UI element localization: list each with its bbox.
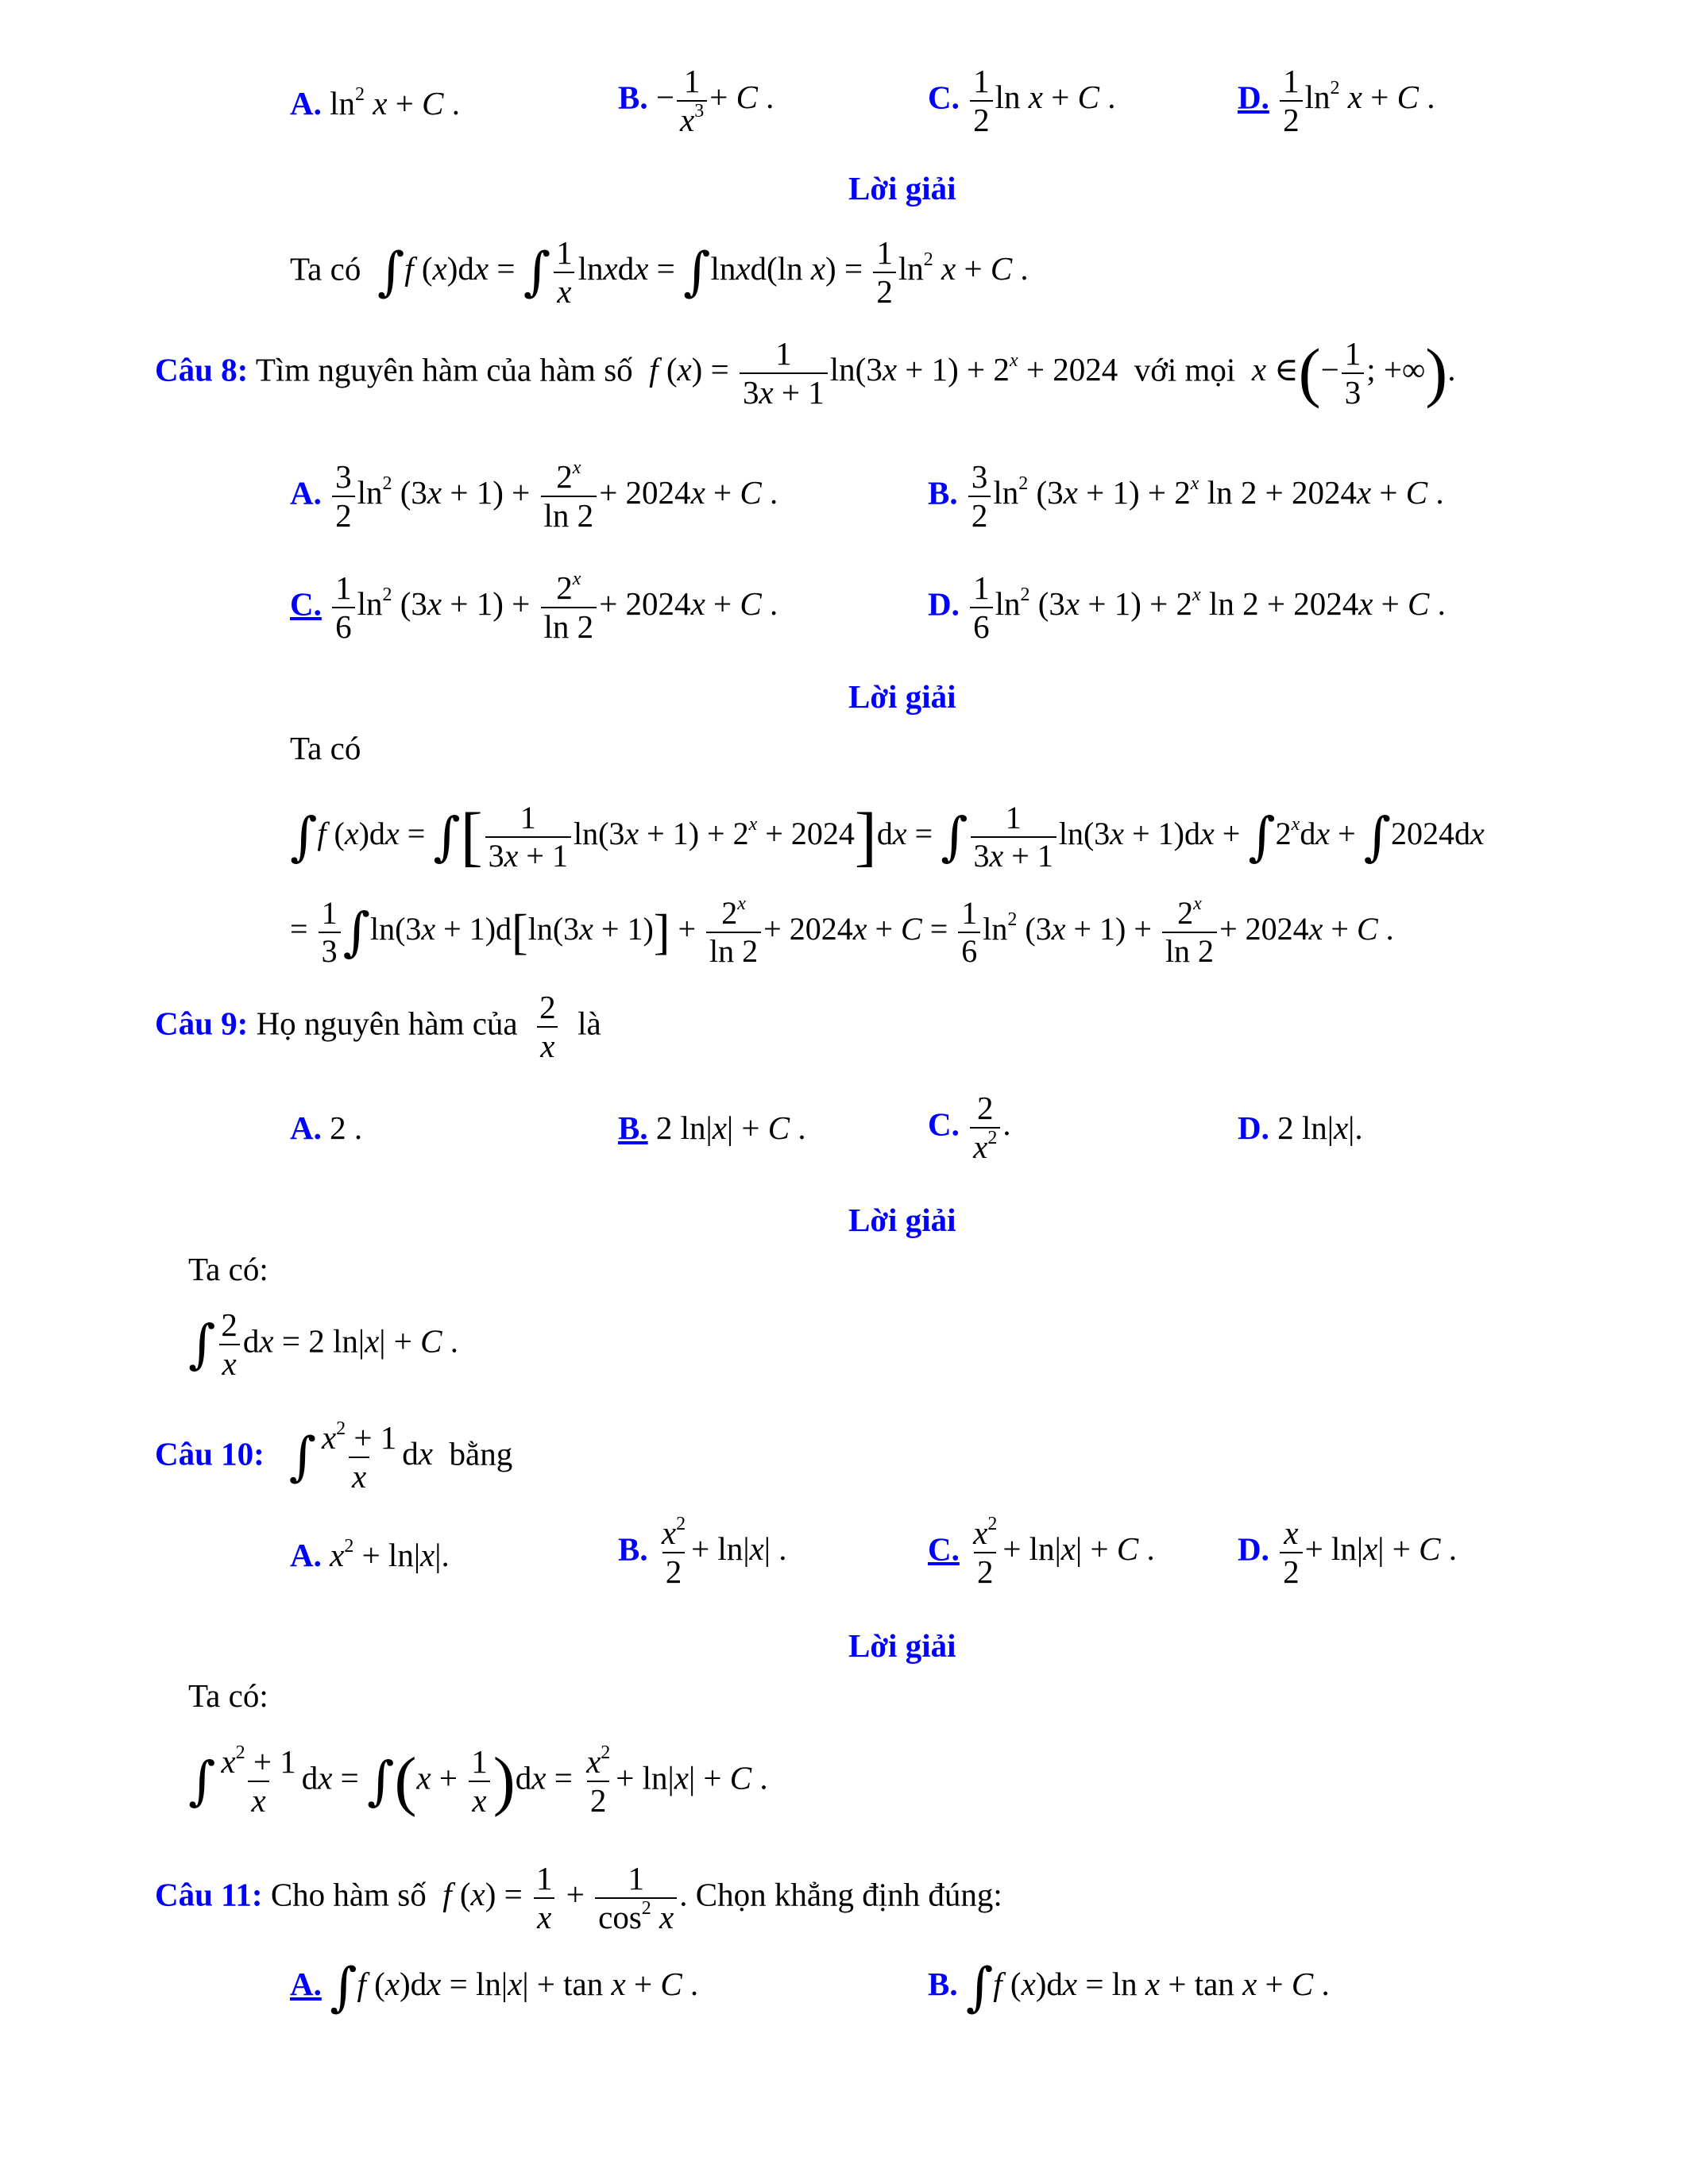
q9-solution-title: Lời giải [848, 1202, 956, 1238]
q8-solution-prefix: Ta có [290, 730, 361, 766]
q9-solution-prefix: Ta có: [188, 1251, 268, 1287]
option-formula: $\frac{x}{2}$ + ln|x| + C . [1277, 1530, 1457, 1567]
q10-solution-formula: ∫ $\frac{x^2 + 1}{x}$ dx = ∫(x + $\frac{1}{x}$ )dx = $\frac{x^2}{2}$ + ln|x| + C . [188, 1742, 768, 1819]
q8-option-c[interactable] [290, 569, 778, 645]
option-label: D. [1238, 1109, 1269, 1146]
option-label: A. [290, 1537, 322, 1573]
q10-option-c[interactable] [928, 1514, 1155, 1590]
q9-solution-formula: ∫ $\frac{2}{x}$ dx = 2 ln|x| + C . [188, 1306, 458, 1382]
option-label: B. [618, 1530, 648, 1568]
q10-option-b[interactable] [618, 1514, 787, 1590]
solution-prefix: Ta có [290, 250, 361, 287]
option-label: C. [928, 1106, 960, 1143]
option-label: C. [928, 79, 960, 116]
option-formula: ∫f (x)dx = ln x + tan x + C . [965, 1956, 1330, 2018]
q9-option-b[interactable] [618, 1109, 806, 1146]
q8-stem [155, 335, 1456, 411]
option-formula: $\frac{1}{6}$ $\ln^2 (3x + 1)$ + $\frac{2^x}{\ln 2}$ + 2024x + C . [330, 585, 778, 622]
q7-option-a[interactable] [290, 84, 460, 122]
option-label: C. [928, 1530, 960, 1568]
q8-option-d[interactable] [928, 569, 1446, 645]
q10-stem [155, 1418, 513, 1495]
q10-solution-title: Lời giải [848, 1627, 956, 1664]
option-formula: $\frac{x^2}{2}$ + ln|x| . [661, 1514, 787, 1590]
q9-option-d[interactable] [1238, 1109, 1363, 1146]
q11-option-a[interactable] [290, 1956, 699, 2018]
solution-formula: ∫f (x)dx = ∫ $\frac{1}{x}$ lnxdx = ∫lnxd(ln x) = $\frac{1}{2}$ $\ln^2 x + C$ . [377, 234, 1029, 310]
option-formula: ∫f (x)dx = ln|x| + tan x + C . [330, 1956, 699, 2018]
question-domain: x ∈(− $\frac{1}{3}$ ; +∞). [1251, 335, 1456, 411]
question-label: Câu 10: [155, 1435, 265, 1472]
question-formula: ∫ $\frac{x^2 + 1}{x}$ dx [288, 1418, 433, 1495]
question-label: Câu 9: [155, 1005, 249, 1042]
q7-option-d[interactable] [1238, 65, 1435, 137]
option-formula: $\frac{1}{6}$ $\ln^2 (3x + 1) + 2^x$ ln 2 + 2024x + C . [968, 585, 1446, 622]
question-text: Cho hàm số [270, 1876, 427, 1913]
option-label: A. [290, 1109, 322, 1146]
option-formula: $\frac{1}{2}$ $\ln^2 x + C$ . [1277, 79, 1435, 115]
q9-option-a[interactable] [290, 1109, 363, 1146]
question-text-2: là [577, 1005, 601, 1042]
q8-option-a[interactable] [290, 457, 778, 534]
q9-option-c[interactable] [928, 1092, 1011, 1163]
q7-option-b[interactable] [618, 65, 774, 137]
option-formula: $\ln^2 x + C$ . [330, 84, 460, 122]
option-label: C. [290, 585, 322, 623]
q8-solution-line-2: = $\frac{1}{3}$ ∫ln(3x + 1)d[ln(3x + 1)] + $\frac{2^x}{\ln 2}$ + 2024x + C = $\frac{1}{6}$ $\ln^2 (3x + 1)$ + $\frac{2^x}{\ln 2}$ + 2024x + C . [290, 893, 1394, 969]
question-text: Tìm nguyên hàm của hàm số [255, 351, 633, 388]
option-formula: $\frac{3}{2}$ $\ln^2 (3x + 1) + 2^x$ ln 2 + 2024x + C . [966, 474, 1444, 511]
q7-solution [290, 234, 1029, 310]
question-text: Họ nguyên hàm của [256, 1005, 518, 1042]
question-text-2: bằng [449, 1435, 513, 1472]
q7-option-c[interactable] [928, 65, 1115, 137]
option-formula: $\frac{x^2}{2}$ + ln|x| + C . [973, 1514, 1155, 1590]
option-label: D. [1238, 1530, 1269, 1568]
option-label: D. [1238, 79, 1269, 116]
option-label: B. [618, 79, 648, 116]
option-formula: 2 ln|x| + C . [655, 1109, 806, 1146]
option-label: D. [928, 585, 960, 623]
q8-solution-line-1: ∫f (x)dx = ∫[ $\frac{1}{3x + 1}$ $\ln(3x + 1) + 2^x + 2024]dx$ = ∫ $\frac{1}{3x + 1}$ $\ln(3x + 1)dx + \int 2^xdx + \int 2024dx$ [290, 800, 1485, 874]
option-formula: − $\frac{1}{x^3}$ + C . [655, 63, 774, 138]
option-label: B. [928, 1966, 958, 2002]
q8-solution-title: Lời giải [848, 678, 956, 715]
question-text-2: với mọi [1134, 351, 1236, 388]
option-formula: 2 . [330, 1109, 363, 1146]
q9-stem [155, 991, 601, 1063]
question-formula: f (x) = $\frac{1}{x}$ + $\frac{1}{\cos^2 x}$ [435, 1876, 679, 1912]
q10-option-d[interactable] [1238, 1517, 1457, 1588]
option-label: A. [290, 85, 322, 122]
question-formula: f (x) = $\frac{1}{3x + 1}$ $\ln(3x + 1) + 2^x + 2024$ [649, 335, 1126, 411]
q10-solution-prefix: Ta có: [188, 1677, 268, 1714]
question-label: Câu 11: [155, 1876, 263, 1913]
q11-stem [155, 1862, 1002, 1934]
option-formula: 2 ln|x|. [1277, 1109, 1363, 1146]
q10-option-a[interactable] [290, 1536, 450, 1573]
option-label: A. [290, 474, 322, 511]
option-label: B. [928, 474, 958, 511]
q7-solution-title: Lời giải [848, 170, 956, 206]
question-label: Câu 8: [155, 351, 249, 388]
question-text-2: . Chọn khẳng định đúng: [679, 1876, 1002, 1913]
q8-option-b[interactable] [928, 458, 1444, 534]
option-formula: $\frac{1}{2}$ ln x + C . [968, 79, 1115, 115]
option-formula: $\frac{3}{2}$ $\ln^2 (3x + 1)$ + $\frac{2^x}{\ln 2}$ + 2024x + C . [330, 474, 778, 511]
option-formula: $x^2 + \ln|x|$. [330, 1536, 450, 1573]
option-label: B. [618, 1109, 648, 1146]
option-formula: $\frac{2}{x^2}$ . [968, 1106, 1010, 1142]
question-formula: $\frac{2}{x}$ [526, 1005, 570, 1041]
q11-option-b[interactable] [928, 1956, 1330, 2018]
option-label: A. [290, 1966, 322, 2002]
